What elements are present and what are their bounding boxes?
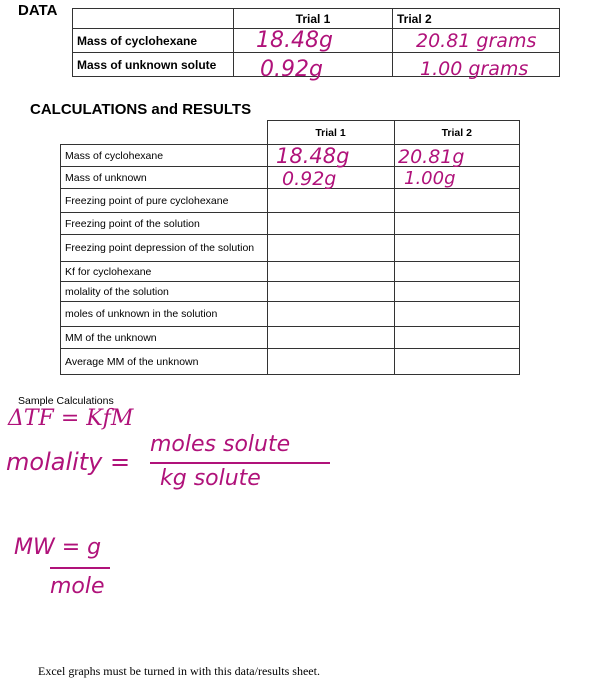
calc-cell [267,302,394,327]
hw-calc-mass-cyclohexane-t1: 18.48g [276,144,350,168]
hw-calc-mass-unknown-t1: 0.92g [282,168,337,190]
calc-row-label: Freezing point depression of the solution [61,235,268,262]
hw-data-mass-unknown-t2: 1.00 grams [420,58,529,80]
data-col-trial1: Trial 1 [234,9,393,29]
hw-calc-mass-cyclohexane-t2: 20.81g [398,146,465,168]
hw-data-mass-unknown-t1: 0.92g [260,57,323,82]
fraction-line-mw [50,567,110,569]
footer-note: Excel graphs must be turned in with this data/results sheet. [38,664,320,678]
calc-col-trial2: Trial 2 [394,121,520,145]
calc-row-label: molality of the solution [61,282,268,302]
hw-eq-freezing-point: ΔTF = KfM [8,406,134,431]
calc-heading: CALCULATIONS and RESULTS [30,101,252,118]
calc-cell [267,349,394,375]
calc-row-label: Kf for cyclohexane [61,262,268,282]
fraction-line-molality [150,462,330,464]
calc-cell [394,262,520,282]
calc-cell [394,213,520,235]
calc-col-trial1: Trial 1 [267,121,394,145]
calc-cell [394,235,520,262]
calc-cell [394,327,520,349]
data-col-trial2: Trial 2 [393,9,560,29]
calc-cell [394,282,520,302]
hw-eq-molality-numerator: moles solute [150,432,291,457]
calc-cell [394,302,520,327]
calc-row-label: Mass of unknown [61,167,268,189]
calc-row-label: MM of the unknown [61,327,268,349]
data-row-label: Mass of unknown solute [73,53,234,77]
hw-calc-mass-unknown-t2: 1.00g [404,168,456,189]
calc-row-label: Freezing point of pure cyclohexane [61,189,268,213]
calc-cell [267,262,394,282]
calc-row-label: moles of unknown in the solution [61,302,268,327]
data-row-label: Mass of cyclohexane [73,29,234,53]
calc-cell [394,349,520,375]
data-table-corner [73,9,234,29]
data-heading: DATA [18,2,58,19]
hw-data-mass-cyclohexane-t1: 18.48g [256,28,333,53]
calc-cell [267,235,394,262]
hw-eq-molality-left: molality = [6,448,131,476]
calc-row-label: Average MM of the unknown [61,349,268,375]
calc-cell [394,189,520,213]
hw-eq-mw-bottom: mole [50,574,105,599]
calc-row-label: Freezing point of the solution [61,213,268,235]
hw-eq-mw-top: MW = g [14,535,102,560]
calc-cell [267,189,394,213]
calc-cell [267,282,394,302]
calc-row-label: Mass of cyclohexane [61,145,268,167]
calc-cell [267,213,394,235]
hw-data-mass-cyclohexane-t2: 20.81 grams [416,30,537,52]
sample-heading: Sample Calculations [18,395,114,407]
calc-cell [267,327,394,349]
calc-table-corner [61,121,268,145]
hw-eq-molality-denominator: kg solute [160,466,261,491]
